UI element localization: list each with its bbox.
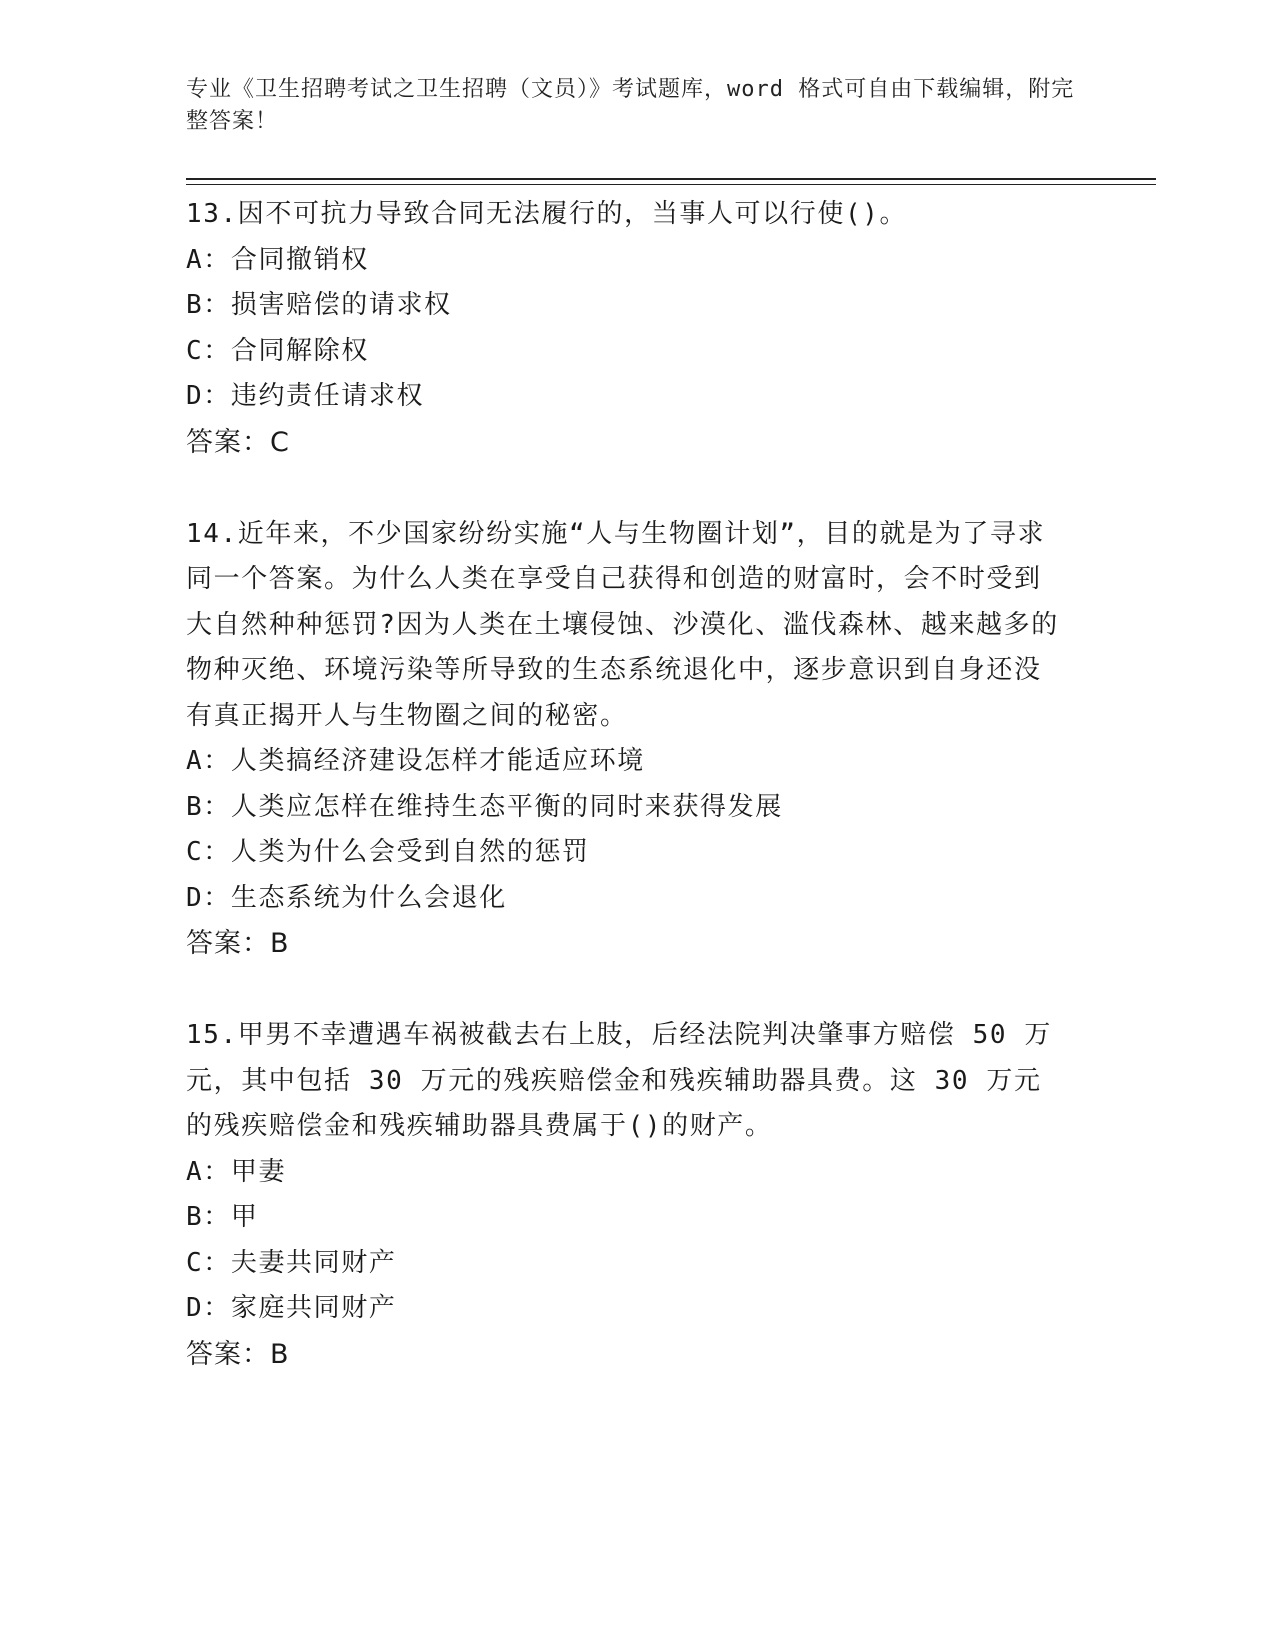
option-c bbox=[186, 329, 1066, 375]
document-header: 专业《卫生招聘考试之卫生招聘（文员）》考试题库，word 格式可自由下载编辑，附完整答案！ bbox=[186, 77, 1075, 134]
question-stem: 15.甲男不幸遭遇车祸被截去右上肢，后经法院判决肇事方赔偿 50 万元，其中包括 30 万元的残疾赔偿金和残疾辅助器具费。这 30 万元的残疾赔偿金和残疾辅助器具费属于()的财产。 bbox=[186, 1020, 1052, 1141]
question-15 bbox=[186, 1013, 1066, 1378]
question-13 bbox=[186, 192, 1066, 466]
option-letter: B： bbox=[186, 290, 231, 320]
option-b bbox=[186, 785, 1066, 831]
option-b bbox=[186, 283, 1066, 329]
option-letter: B： bbox=[186, 1202, 231, 1232]
option-a bbox=[186, 1150, 1066, 1196]
option-a bbox=[186, 238, 1066, 284]
option-text: 人类搞经济建设怎样才能适应环境 bbox=[230, 746, 645, 776]
option-letter: D： bbox=[186, 1293, 231, 1323]
option-letter: A： bbox=[186, 1156, 231, 1187]
option-text: 人类应怎样在维持生态平衡的同时来获得发展 bbox=[230, 791, 783, 822]
option-text: 违约责任请求权 bbox=[230, 381, 425, 411]
question-list bbox=[186, 192, 1066, 1378]
option-text: 甲妻 bbox=[230, 1156, 287, 1187]
option-b bbox=[186, 1195, 1066, 1241]
option-d bbox=[186, 876, 1066, 922]
option-letter: C： bbox=[186, 335, 231, 366]
header-divider-thin bbox=[186, 184, 1156, 185]
option-d bbox=[186, 374, 1066, 420]
answer-line: 答案：B bbox=[186, 928, 290, 959]
option-letter: D： bbox=[186, 882, 231, 913]
option-letter: A： bbox=[186, 244, 231, 275]
option-c bbox=[186, 830, 1066, 876]
option-letter: C： bbox=[186, 1247, 231, 1278]
option-text: 合同解除权 bbox=[230, 335, 369, 366]
option-text: 损害赔偿的请求权 bbox=[230, 290, 452, 320]
option-text: 生态系统为什么会退化 bbox=[230, 882, 507, 913]
option-text: 家庭共同财产 bbox=[230, 1293, 397, 1323]
question-stem: 14.近年来，不少国家纷纷实施“人与生物圈计划”，目的就是为了寻求同一个答案。为什么人类在享受自己获得和创造的财富时，会不时受到大自然种种惩罚?因为人类在土壤侵蚀、沙漠化、滥伐森林、越来越多的物种灭绝、环境污染等所导致的生态系统退化中，逐步意识到自身还没有真正揭开人与生物圈之间的秘密。 bbox=[186, 518, 1059, 731]
question-stem: 13.因不可抗力导致合同无法履行的，当事人可以行使()。 bbox=[186, 199, 908, 229]
answer-line: 答案：B bbox=[186, 1338, 290, 1370]
option-d bbox=[186, 1286, 1066, 1332]
option-letter: D： bbox=[186, 381, 231, 411]
question-14 bbox=[186, 512, 1066, 968]
header-divider-thick bbox=[186, 178, 1156, 180]
option-text: 人类为什么会受到自然的惩罚 bbox=[230, 837, 590, 867]
option-letter: A： bbox=[186, 746, 231, 776]
option-a bbox=[186, 739, 1066, 785]
option-letter: C： bbox=[186, 837, 231, 867]
answer-line: 答案：C bbox=[186, 426, 290, 458]
option-text: 甲 bbox=[230, 1202, 259, 1232]
option-letter: B： bbox=[186, 791, 231, 822]
option-text: 夫妻共同财产 bbox=[230, 1247, 397, 1278]
option-c bbox=[186, 1241, 1066, 1287]
option-text: 合同撤销权 bbox=[230, 244, 369, 275]
